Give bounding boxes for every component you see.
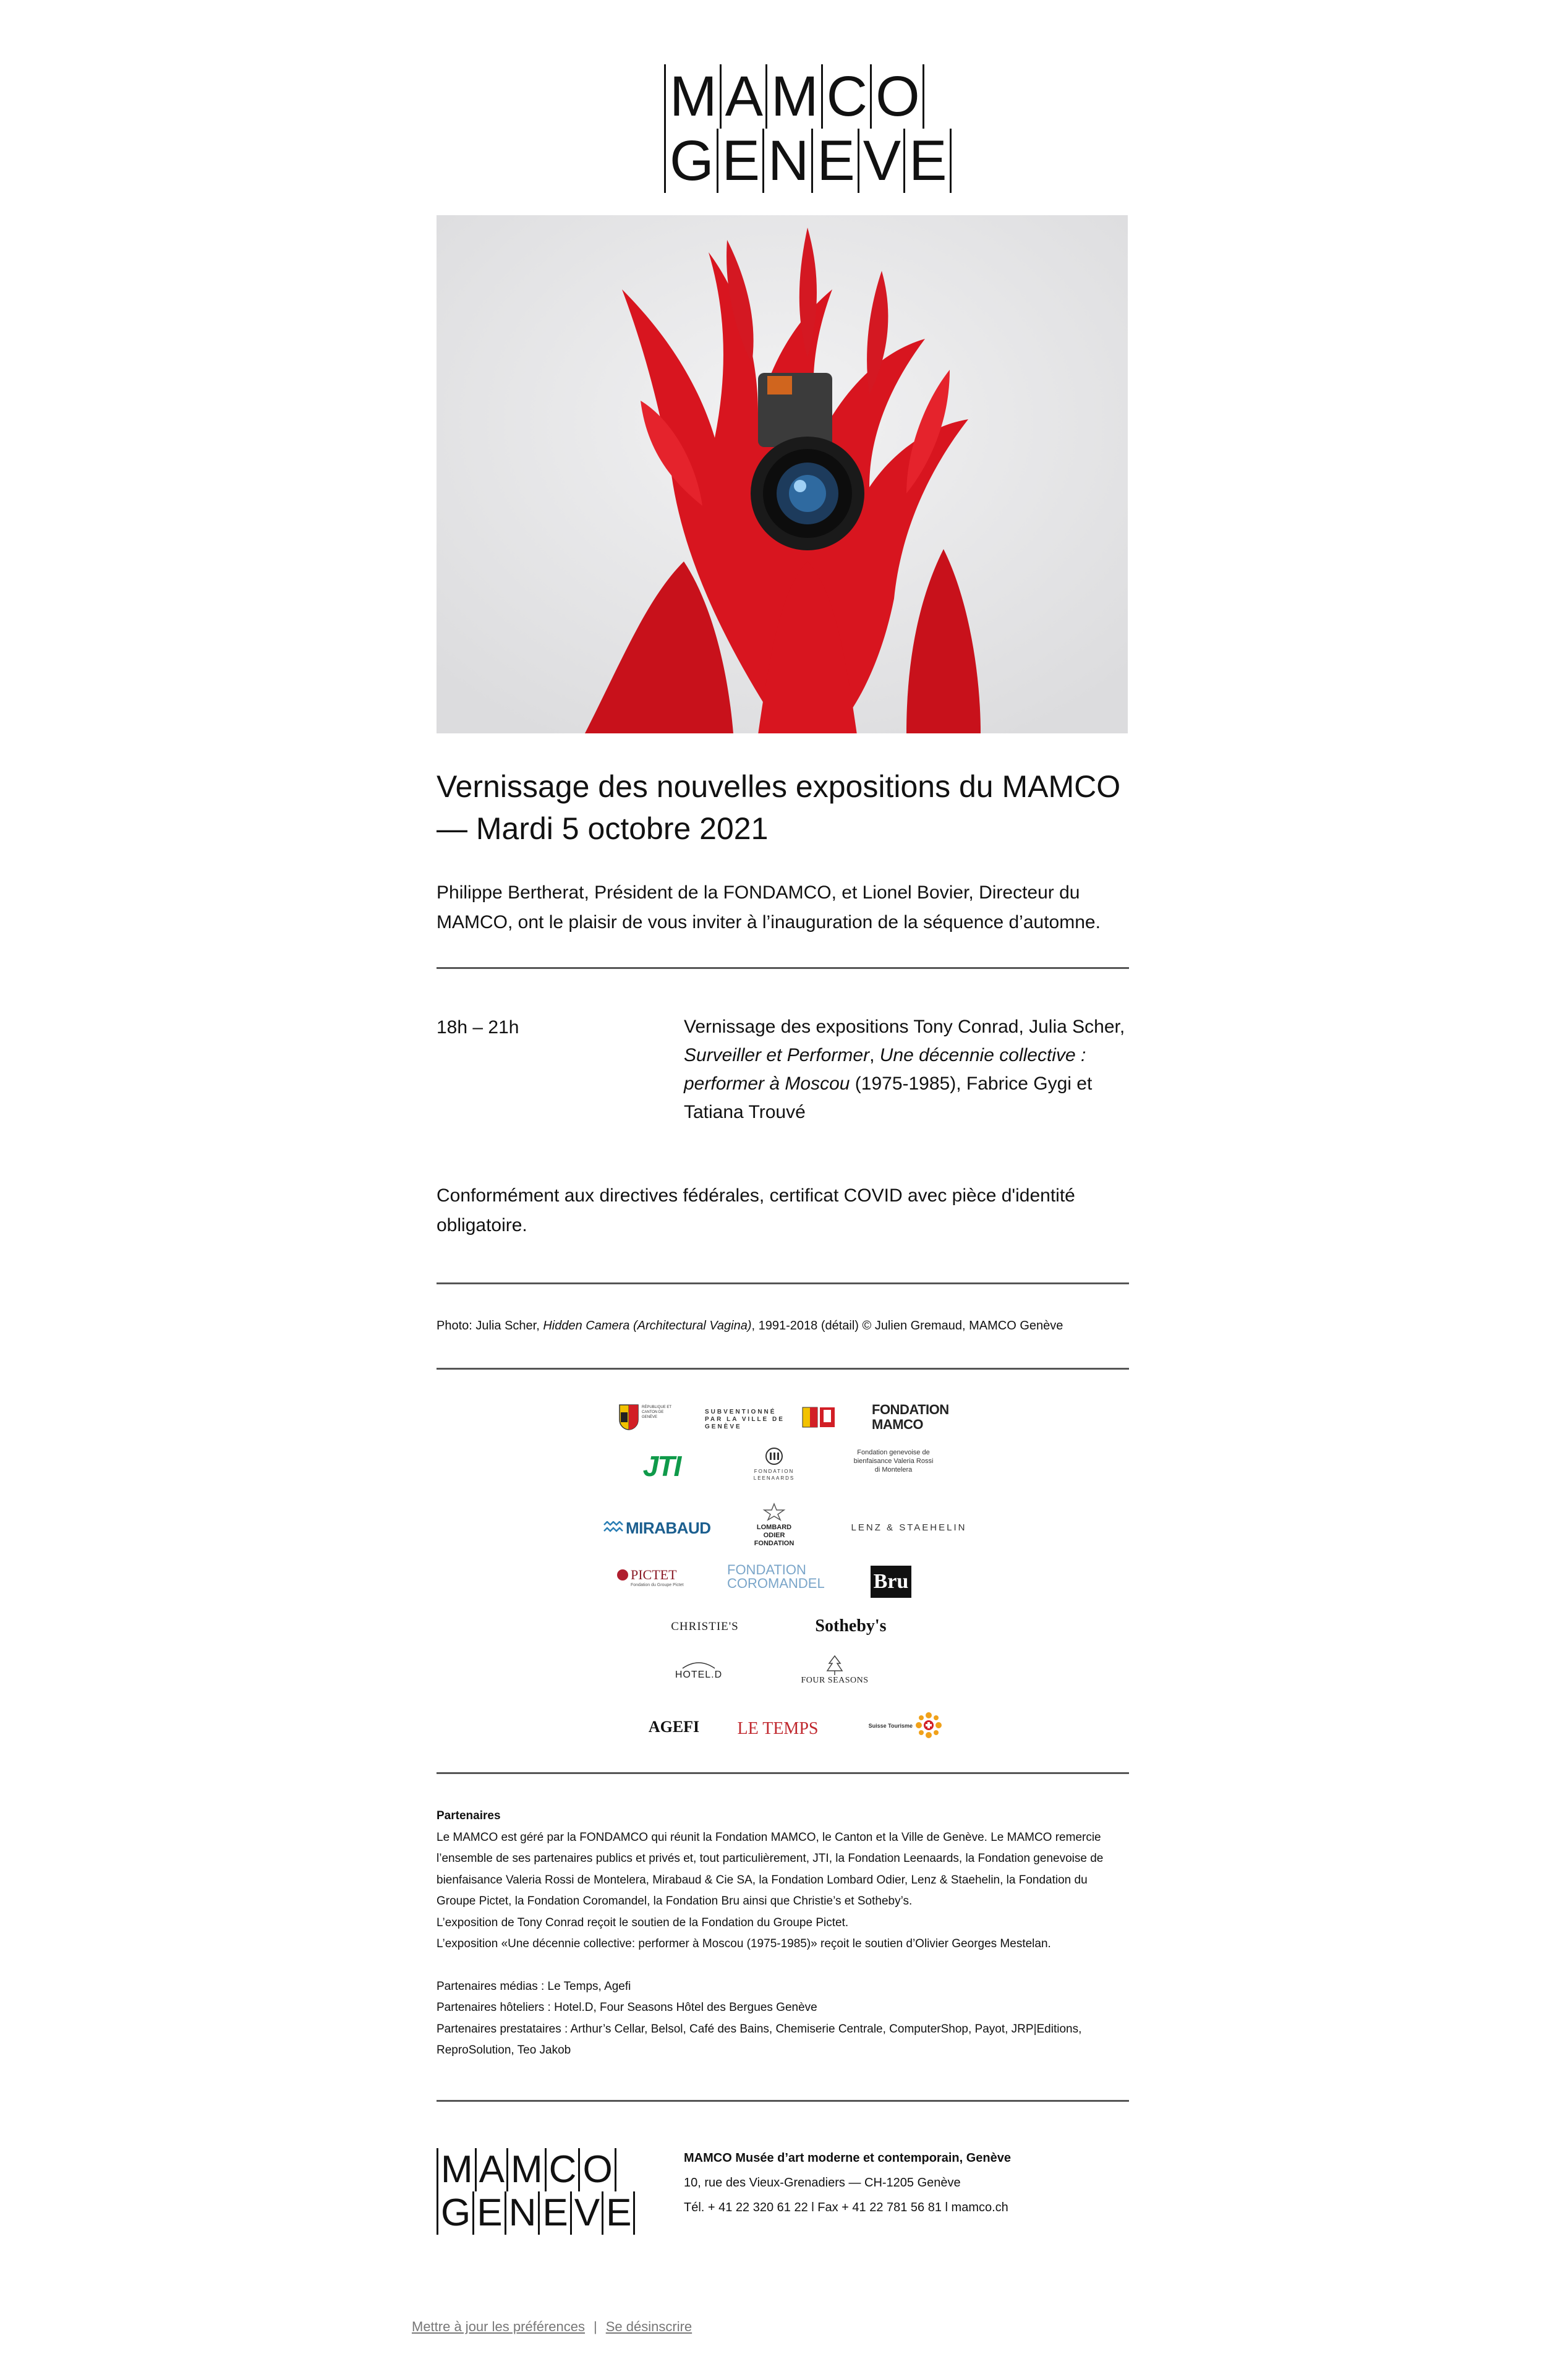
divider [437, 1282, 1129, 1284]
sponsor-label: HOTEL.D [675, 1670, 723, 1680]
spacer [437, 1955, 1128, 1976]
sponsor-label: MIRABAUD [626, 1519, 711, 1537]
logo-letter: M [666, 64, 722, 129]
logo-letter: N [506, 2191, 540, 2235]
event-time: 18h – 21h [437, 1017, 519, 1038]
logo-letter: A [722, 64, 767, 129]
logo-letter: E [718, 129, 764, 193]
sponsor-coromandel [727, 1563, 832, 1598]
sponsor-fourseasons [791, 1655, 878, 1698]
logo-letter: A [477, 2148, 508, 2191]
sponsor-pictet [616, 1567, 696, 1598]
museum-name: MAMCO Musée d’art moderne et contemporain, Genève [684, 2151, 1011, 2165]
logo-letter: E [905, 129, 951, 193]
sponsor-fondation-mamco [872, 1402, 965, 1437]
partners-paragraph: Le MAMCO est géré par la FONDAMCO qui réunit la Fondation MAMCO, le Canton et la Ville de Genève. Le MAMCO remercie l’ensemble de ses partenaires publics et privés et, tout particulièrement, JTI, la Fondation Leenaards, la Fondation genevoise de bienfaisance Valeria Rossi de Montelera, Mirabaud & Cie SA, la Fondation Lombard Odier, Lenz & Staehelin, la Fondation du Groupe Pictet, la Fondation Coromandel, la Fondation Bru ainsi que Christie’s et Sotheby’s. [437, 1830, 1104, 1908]
sponsor-label: LE TEMPS [737, 1719, 819, 1738]
intro-text: Philippe Bertherat, Président de la FONDAMCO, et Lionel Bovier, Directeur du MAMCO, ont le plaisir de vous inviter à l’inauguration de la séquence d’automne. [437, 882, 1101, 932]
sponsor-label: SUBVENTIONNÉ PAR LA VILLE DE GENÈVE [705, 1409, 785, 1430]
header-logo [664, 64, 946, 193]
partners-hotels: Partenaires hôteliers : Hotel.D, Four Seasons Hôtel des Bergues Genève [437, 2001, 817, 2014]
fourseasons-tree-icon [825, 1655, 844, 1676]
footer-logo [437, 2148, 631, 2235]
canton-shield-icon [618, 1404, 639, 1431]
event-desc-italic: Surveiller et Performer [684, 1045, 870, 1065]
link-separator: | [594, 2319, 597, 2334]
sponsor-label: FOUR SEASONS [801, 1676, 869, 1685]
event-desc-part: , [869, 1045, 880, 1065]
caption-prefix: Photo: Julia Scher, [437, 1319, 543, 1333]
camera-in-red-plumes-image [437, 215, 1128, 733]
logo-letter: G [666, 129, 718, 193]
logo-letter: E [603, 2191, 635, 2235]
partners-paragraph: L’exposition de Tony Conrad reçoit le soutien de la Fondation du Groupe Pictet. [437, 1916, 849, 1929]
suisse-flower-icon [915, 1712, 942, 1739]
caption-title: Hidden Camera (Architectural Vagina) [543, 1319, 752, 1333]
logo-letter: E [474, 2191, 506, 2235]
sponsor-label: FONDATION MAMCO [872, 1402, 949, 1432]
partners-paragraph: L’exposition «Une décennie collective: performer à Moscou (1975-1985)» reçoit le soutien d’Olivier Georges Mestelan. [437, 1937, 1051, 1950]
partners-providers: Partenaires prestataires : Arthur’s Cellar, Belsol, Café des Bains, Chemiserie Centrale, ComputerShop, Payot, JRP|Editions, ReproSolution, Teo Jakob [437, 2022, 1082, 2057]
logo-row-2 [437, 2191, 631, 2235]
sponsor-label: AGEFI [648, 1718, 700, 1736]
logo-letter: N [764, 129, 813, 193]
sponsor-label: FONDATION LEENAARDS [753, 1469, 795, 1481]
sponsor-jti [637, 1449, 686, 1487]
sponsor-mirabaud [603, 1516, 727, 1541]
event-description [684, 1013, 1129, 1127]
street-address: 10, rue des Vieux-Grenadiers — CH-1205 Genève [684, 2176, 961, 2190]
sponsor-christies [655, 1620, 754, 1641]
logo-letter: E [813, 129, 859, 193]
event-desc-part: Vernissage des expositions Tony Conrad, Julia Scher, [684, 1017, 1125, 1037]
divider [437, 2100, 1129, 2102]
unsubscribe-link[interactable]: Se désinscrire [605, 2319, 692, 2334]
partners-text [437, 1806, 1128, 2062]
logo-row-2 [664, 129, 946, 193]
sponsor-letemps [722, 1719, 833, 1744]
page-title: Vernissage des nouvelles expositions du MAMCO — Mardi 5 octobre 2021 [437, 769, 1121, 846]
logo-letter: O [872, 64, 924, 129]
logo-letter: G [438, 2191, 474, 2235]
sponsor-label: Fondation genevoise de bienfaisance Valeria Rossi di Montelera [853, 1449, 934, 1474]
sponsor-lombard [743, 1503, 805, 1552]
mirabaud-waves-icon [603, 1521, 624, 1535]
event-desc-part: (1975-1985), Fabrice Gygi et Tatiana Trouvé [684, 1073, 1093, 1122]
logo-row-1 [664, 64, 919, 129]
logo-letter: M [438, 2148, 477, 2191]
logo-letter: V [859, 129, 905, 193]
sponsor-sothebys [795, 1616, 906, 1641]
sponsor-agefi [643, 1718, 705, 1743]
photo-caption [437, 1316, 1128, 1336]
logo-letter: O [580, 2148, 616, 2191]
sponsor-label: RÉPUBLIQUE ET CANTON DE GENÈVE [642, 1406, 671, 1419]
sponsor-label: FONDATION COROMANDEL [727, 1562, 825, 1591]
sponsor-label: JTI [642, 1450, 681, 1482]
logo-letter: M [767, 64, 823, 129]
sponsor-sublabel: Fondation du Groupe Pictet [631, 1583, 684, 1587]
logo-row-1 [437, 2148, 612, 2191]
caption-suffix: , 1991-2018 (détail) © Julien Gremaud, MAMCO Genève [751, 1319, 1063, 1333]
email-links [412, 2319, 692, 2335]
logo-letter: C [823, 64, 872, 129]
sponsor-label: Suisse Tourisme [868, 1723, 913, 1729]
divider [437, 1368, 1129, 1370]
partners-heading: Partenaires [437, 1809, 501, 1822]
logo-letter: C [547, 2148, 581, 2191]
sponsor-leenaards [737, 1447, 811, 1490]
lombard-emblem-icon [762, 1503, 786, 1521]
sponsor-rossi [847, 1448, 940, 1491]
divider [437, 1772, 1129, 1774]
pictet-crest-icon [616, 1568, 629, 1582]
hoteld-arc-icon [680, 1660, 717, 1670]
sponsor-logos [556, 1385, 1014, 1756]
sponsor-label: LOMBARD ODIER FONDATION [754, 1524, 795, 1547]
sponsor-canton [618, 1401, 674, 1438]
sponsor-lenz [847, 1522, 971, 1541]
sponsor-label: Sotheby's [815, 1616, 887, 1636]
event-desc-italic: Une décennie collective : performer à Moscou [684, 1045, 1086, 1094]
leenaards-columns-icon [764, 1447, 785, 1465]
footer-address [684, 2146, 1129, 2220]
logo-letter: E [540, 2191, 571, 2235]
divider [437, 967, 1129, 969]
logo-letter: M [508, 2148, 547, 2191]
covid-notice: Conformément aux directives fédérales, certificat COVID avec pièce d'identité obligatoire. [437, 1185, 1075, 1235]
logo-letter: V [572, 2191, 603, 2235]
ville-crest-icon [801, 1405, 836, 1430]
sponsor-label: PICTET [631, 1567, 677, 1582]
preferences-link[interactable]: Mettre à jour les préférences [412, 2319, 586, 2334]
sponsor-label: CHRISTIE'S [671, 1620, 739, 1633]
hero-image [437, 215, 1128, 733]
sponsor-label: LENZ & STAEHELIN [851, 1522, 967, 1533]
sponsor-label: Bru [873, 1570, 909, 1593]
sponsor-suisse [851, 1710, 950, 1741]
sponsor-hoteld [668, 1660, 730, 1697]
sponsor-bru [871, 1566, 911, 1598]
partners-media: Partenaires médias : Le Temps, Agefi [437, 1979, 631, 1993]
sponsor-ville [705, 1405, 835, 1436]
contact-line: Tél. + 41 22 320 61 22 l Fax + 41 22 781 56 81 l mamco.ch [684, 2201, 1008, 2214]
